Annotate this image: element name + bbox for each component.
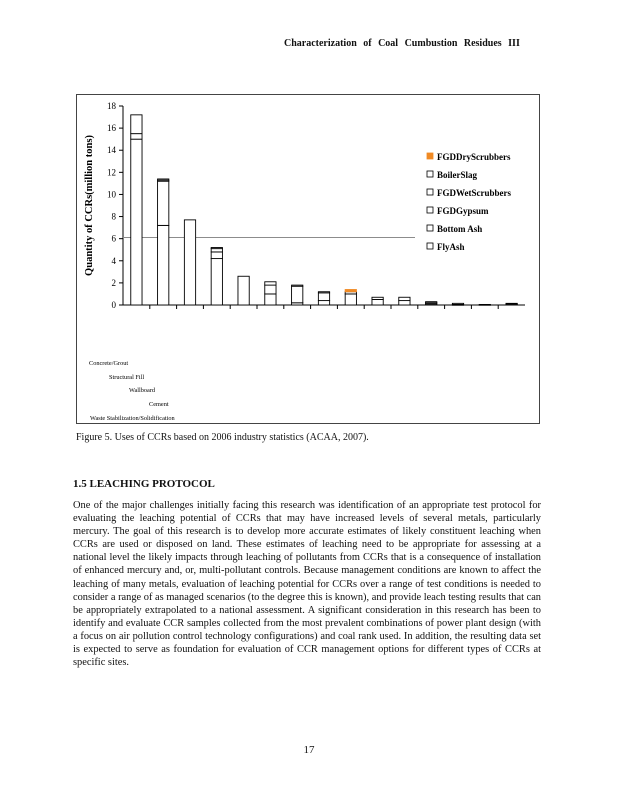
legend-swatch — [427, 153, 433, 159]
bar-segment — [399, 297, 410, 300]
bar-segment — [399, 301, 410, 305]
legend-label: FGDGypsum — [437, 206, 489, 216]
bar-segment — [318, 292, 329, 293]
figure-caption: Figure 5. Uses of CCRs based on 2006 industry statistics (ACAA, 2007). — [76, 432, 369, 443]
bar-segment — [158, 225, 169, 305]
x-category-label: Concrete/Grout — [89, 360, 129, 367]
legend-swatch — [427, 207, 433, 213]
bar-segment — [238, 276, 249, 305]
y-tick-label: 4 — [111, 255, 116, 266]
section-heading — [73, 478, 215, 490]
bar-segment — [184, 220, 195, 305]
bar-segment — [131, 139, 142, 305]
y-tick-label: 0 — [111, 300, 116, 310]
legend-label: BoilerSlag — [437, 170, 477, 180]
y-tick-label: 10 — [107, 189, 116, 200]
y-axis-title: Quantity of CCRs(million tons) — [84, 135, 95, 276]
legend-swatch — [427, 243, 433, 249]
legend-swatch — [427, 225, 433, 231]
section-title: LEACHING PROTOCOL — [89, 478, 215, 490]
body-paragraph: One of the major challenges initially facing this research was identification of an appropriate test protocol for evaluating the leaching potential of CCRs that may have increased levels of several metals, particularly mercury. The goal of this research is to develop more accurate estimates of likely constituent leaching when CCRs are used or disposed on land. These estimates of leaching need to be appropriate for assessing at a national level the likely impacts through leaching of pollutants from CCRs that is a consequence of installation of enhanced mercury and, or, multi-pollutant controls. Because management conditions are known to affect the leaching of many metals, evaluation of leaching potential for CCRs over a range of test conditions is needed to consider a range of as managed scenarios (to the degree this is known), and provide leach testing results that can be appropriately extrapolated to a national assessment. A significant consideration in this research has been to identify and evaluate CCR samples collected from the most prevalent combinations of power plant design (with a focus on air pollution control technology configurations) and coal rank used. In addition, the resulting data set is expected to serve as foundation for evaluation of CCR management options for different types of CCRs at specific sites. — [73, 500, 541, 669]
bar-segment — [265, 285, 276, 294]
bar-segment — [345, 290, 356, 292]
bar-segment — [318, 293, 329, 301]
y-tick-label: 12 — [107, 167, 116, 178]
y-tick-label: 2 — [111, 277, 116, 288]
bar-segment — [452, 303, 463, 304]
legend-swatch — [427, 171, 433, 177]
bar-segment — [211, 249, 222, 252]
bar-segment — [265, 282, 276, 285]
bar-segment — [345, 294, 356, 305]
y-tick-label: 8 — [111, 211, 116, 222]
bar-segment — [479, 304, 490, 305]
y-tick-label: 18 — [107, 101, 116, 111]
bar-segment — [211, 248, 222, 249]
x-category-label: Wallboard — [129, 387, 156, 394]
legend-label: FlyAsh — [437, 242, 465, 252]
page-number: 17 — [303, 744, 315, 756]
bar-segment — [372, 297, 383, 299]
ccr-uses-chart — [77, 95, 539, 423]
y-tick-label: 16 — [107, 123, 116, 134]
section-number: 1.5 — [73, 478, 87, 490]
bar-segment — [131, 134, 142, 140]
bar-segment — [265, 294, 276, 305]
y-tick-label: 6 — [111, 233, 116, 244]
bar-segment — [158, 181, 169, 225]
legend-label: Bottom Ash — [437, 224, 483, 234]
legend-label: FGDWetScrubbers — [437, 188, 511, 198]
x-category-label: Cement — [149, 401, 169, 408]
x-category-label: Structural Fill — [109, 374, 145, 381]
bar-segment — [426, 302, 437, 303]
bar-segment — [292, 286, 303, 303]
bar-segment — [158, 179, 169, 180]
bar-segment — [131, 115, 142, 134]
running-head: Characterization of Coal Cumbustion Residues III — [284, 38, 520, 49]
legend-swatch — [427, 189, 433, 195]
bar-segment — [318, 301, 329, 305]
bar-segment — [292, 285, 303, 286]
x-category-label: Waste Stabilization/Solidification — [90, 415, 175, 422]
bar-segment — [372, 299, 383, 305]
bar-segment — [506, 303, 517, 304]
bar-segment — [211, 252, 222, 259]
figure-5 — [76, 94, 540, 424]
y-tick-label: 14 — [107, 145, 116, 156]
bar-segment — [211, 259, 222, 305]
legend-label: FGDDryScrubbers — [437, 152, 511, 162]
